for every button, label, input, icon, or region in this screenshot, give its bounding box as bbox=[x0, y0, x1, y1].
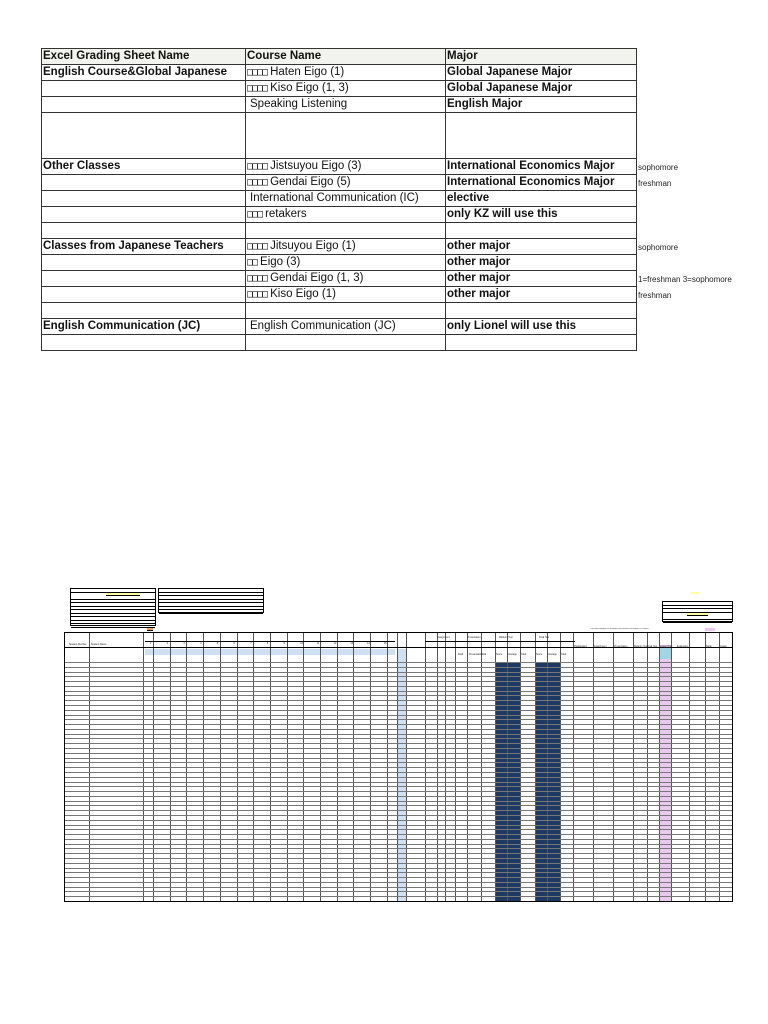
thumb-right-head: Rank bbox=[706, 645, 712, 648]
table-row bbox=[42, 159, 637, 175]
thumb-session-number: 12 bbox=[333, 642, 337, 645]
table-row bbox=[65, 896, 732, 897]
course-name-cell bbox=[246, 175, 446, 191]
thumb-student-number-head: Student Number bbox=[69, 643, 87, 646]
thumb-session-number: 1 bbox=[150, 642, 152, 645]
table-row bbox=[42, 223, 637, 239]
course-name: International Communication (IC) bbox=[250, 192, 419, 204]
sheet-name-cell: English Course&Global Japanese bbox=[42, 65, 246, 81]
table-row bbox=[65, 834, 732, 835]
course-mapping-table bbox=[41, 48, 637, 351]
thumb-subhead: Draft bbox=[458, 653, 464, 656]
table-row bbox=[65, 801, 732, 802]
header-course-name: Course Name bbox=[246, 49, 446, 65]
major-cell bbox=[446, 335, 637, 351]
table-row bbox=[42, 303, 637, 319]
thumb-header-line bbox=[65, 647, 732, 648]
side-note: 1=freshman 3=sophomore bbox=[638, 274, 732, 284]
course-name: Jitsuyou Eigo (1) bbox=[270, 240, 356, 252]
thumb-right-head: Assignment bbox=[594, 645, 607, 648]
course-name: Kiso Eigo (1) bbox=[270, 288, 336, 300]
table-row bbox=[65, 743, 732, 744]
course-prefix: □□□□ bbox=[247, 83, 268, 94]
sheet-name-cell bbox=[42, 255, 246, 271]
side-note: sophomore bbox=[638, 162, 679, 172]
thumb-session-number: 7 bbox=[250, 642, 252, 645]
table-row bbox=[65, 882, 732, 883]
course-prefix: □□□□ bbox=[247, 161, 268, 172]
table-row bbox=[65, 705, 732, 706]
thumb-subhead: Presentation bbox=[469, 653, 483, 656]
table-row bbox=[42, 319, 637, 335]
thumb-session-number: 8 bbox=[266, 642, 269, 645]
table-row bbox=[65, 825, 732, 826]
table-row bbox=[42, 65, 637, 81]
table-row bbox=[65, 815, 732, 816]
major-cell: other major bbox=[446, 287, 637, 303]
sheet-name-cell bbox=[42, 335, 246, 351]
table-row bbox=[65, 844, 732, 845]
thumb-session-number: 5 bbox=[216, 642, 219, 645]
major-cell: only Lionel will use this bbox=[446, 319, 637, 335]
thumb-session-number: 9 bbox=[283, 642, 285, 645]
course-name: Kiso Eigo (1, 3) bbox=[270, 82, 349, 94]
major-cell: International Economics Major bbox=[446, 159, 637, 175]
thumb-legend-box bbox=[158, 588, 264, 613]
table-row bbox=[65, 729, 732, 730]
course-name-cell bbox=[246, 113, 446, 159]
course-name-cell bbox=[246, 81, 446, 97]
header-sheet-name: Excel Grading Sheet Name bbox=[42, 49, 246, 65]
thumb-header-line bbox=[425, 641, 575, 642]
sheet-name-cell bbox=[42, 207, 246, 223]
table-row bbox=[42, 175, 637, 191]
table-row bbox=[65, 686, 732, 687]
table-row bbox=[65, 724, 732, 725]
table-row bbox=[65, 700, 732, 701]
side-note: freshman bbox=[638, 290, 672, 300]
table-row bbox=[65, 853, 732, 854]
major-cell bbox=[446, 223, 637, 239]
thumb-yellow-cell bbox=[691, 592, 699, 594]
thumb-subhead: Average bbox=[508, 653, 517, 656]
table-row bbox=[42, 271, 637, 287]
sheet-name-cell bbox=[42, 287, 246, 303]
table-row bbox=[42, 97, 637, 113]
sheet-name-cell bbox=[42, 303, 246, 319]
table-row bbox=[65, 748, 732, 749]
table-row bbox=[65, 758, 732, 759]
course-name-cell bbox=[246, 207, 446, 223]
table-row bbox=[65, 695, 732, 696]
thumb-session-number: 2 bbox=[166, 642, 169, 645]
sheet-name-cell: Classes from Japanese Teachers bbox=[42, 239, 246, 255]
thumb-right-head: Presentation bbox=[614, 645, 628, 648]
table-row bbox=[65, 877, 732, 878]
table-row bbox=[65, 901, 732, 902]
major-cell: other major bbox=[446, 271, 637, 287]
header-major: Major bbox=[446, 49, 637, 65]
course-name: Jistsuyou Eigo (3) bbox=[270, 160, 362, 172]
table-row bbox=[65, 858, 732, 859]
thumb-subhead: Score bbox=[536, 653, 543, 656]
table-row bbox=[65, 796, 732, 797]
course-prefix: □□□□ bbox=[247, 273, 268, 284]
table-row bbox=[65, 782, 732, 783]
table-row bbox=[65, 772, 732, 773]
course-name: Eigo (3) bbox=[260, 256, 301, 268]
thumb-right-head: Participation bbox=[574, 645, 588, 648]
major-cell: International Economics Major bbox=[446, 175, 637, 191]
thumb-summary-line: The total number of students (no-shows excluded) is 0 and 0 bbox=[590, 628, 649, 630]
table-row bbox=[65, 839, 732, 840]
course-name-cell bbox=[246, 303, 446, 319]
table-row bbox=[42, 255, 637, 271]
thumb-subhead: Score bbox=[496, 653, 503, 656]
thumb-right-head: Grade bbox=[720, 645, 727, 648]
sheet-name-cell bbox=[42, 175, 246, 191]
major-cell: Global Japanese Major bbox=[446, 81, 637, 97]
table-row bbox=[42, 335, 637, 351]
table-row bbox=[65, 820, 732, 821]
table-row bbox=[65, 672, 732, 673]
thumb-session-number: 3 bbox=[183, 642, 185, 645]
major-cell: elective bbox=[446, 191, 637, 207]
sheet-name-cell bbox=[42, 191, 246, 207]
course-name-cell bbox=[246, 239, 446, 255]
course-name-cell bbox=[246, 65, 446, 81]
table-row bbox=[65, 786, 732, 787]
thumb-right-head: Final Test bbox=[647, 645, 658, 648]
thumb-session-number: 15 bbox=[383, 642, 387, 645]
thumb-cyan-cell bbox=[659, 647, 671, 659]
table-row bbox=[42, 287, 637, 303]
course-name-cell bbox=[246, 159, 446, 175]
thumb-group-head: Final Test bbox=[539, 636, 550, 639]
course-name-cell bbox=[246, 319, 446, 335]
course-name-cell bbox=[246, 255, 446, 271]
thumb-session-number: 14 bbox=[367, 642, 370, 645]
table-row bbox=[65, 753, 732, 754]
table-row bbox=[65, 868, 732, 869]
table-row bbox=[65, 829, 732, 830]
major-cell: only KZ will use this bbox=[446, 207, 637, 223]
sheet-name-cell bbox=[42, 223, 246, 239]
table-row bbox=[65, 777, 732, 778]
table-row bbox=[65, 810, 732, 811]
table-row bbox=[65, 734, 732, 735]
table-row bbox=[65, 848, 732, 849]
thumb-student-name-head: Student Name bbox=[91, 643, 107, 646]
course-prefix: □□□□ bbox=[247, 67, 268, 78]
thumb-grade-grid bbox=[64, 632, 733, 902]
course-prefix: □□□□ bbox=[247, 289, 268, 300]
table-header-row bbox=[42, 49, 637, 65]
thumb-session-number: 6 bbox=[233, 642, 235, 645]
table-row bbox=[65, 887, 732, 888]
table-row bbox=[65, 662, 732, 663]
thumb-subhead: Total bbox=[561, 653, 567, 656]
table-row bbox=[65, 676, 732, 677]
major-cell: other major bbox=[446, 239, 637, 255]
thumb-session-number: 13 bbox=[350, 642, 354, 645]
table-row bbox=[65, 719, 732, 720]
course-name: Haten Eigo (1) bbox=[270, 66, 345, 78]
sheet-name-cell bbox=[42, 97, 246, 113]
table-row bbox=[65, 791, 732, 792]
course-name: English Communication (JC) bbox=[250, 320, 396, 332]
thumb-right-head: Evaluation bbox=[677, 645, 689, 648]
thumb-info-box bbox=[70, 588, 156, 626]
thumb-subhead: Total bbox=[521, 653, 527, 656]
side-note: freshman bbox=[638, 178, 672, 188]
major-cell: Global Japanese Major bbox=[446, 65, 637, 81]
major-cell: English Major bbox=[446, 97, 637, 113]
sheet-name-cell bbox=[42, 81, 246, 97]
thumb-group-head: Assignment bbox=[437, 636, 450, 639]
table-row bbox=[65, 767, 732, 768]
course-name-cell bbox=[246, 97, 446, 113]
major-cell: other major bbox=[446, 255, 637, 271]
course-prefix: □□□□ bbox=[247, 241, 268, 252]
course-name: retakers bbox=[265, 208, 307, 220]
table-row bbox=[42, 239, 637, 255]
sheet-name-cell: English Communication (JC) bbox=[42, 319, 246, 335]
course-name-cell bbox=[246, 191, 446, 207]
thumb-subhead: Average bbox=[548, 653, 557, 656]
sheet-name-cell bbox=[42, 271, 246, 287]
course-name-cell bbox=[246, 223, 446, 239]
table-row bbox=[65, 891, 732, 892]
course-name-cell bbox=[246, 335, 446, 351]
thumb-right-head: Grade Total bbox=[660, 645, 673, 648]
table-row bbox=[42, 191, 637, 207]
course-name-cell bbox=[246, 271, 446, 287]
table-row bbox=[65, 805, 732, 806]
table-row bbox=[65, 738, 732, 739]
sheet-name-cell: Other Classes bbox=[42, 159, 246, 175]
thumb-subhead: Total bbox=[481, 653, 487, 656]
table-row bbox=[65, 710, 732, 711]
course-prefix: □□□ bbox=[247, 209, 263, 220]
thumb-session-number: 4 bbox=[200, 642, 202, 645]
table-row bbox=[65, 715, 732, 716]
major-cell bbox=[446, 303, 637, 319]
table-row bbox=[65, 863, 732, 864]
course-name-cell bbox=[246, 287, 446, 303]
sheet-name-cell bbox=[42, 113, 246, 159]
table-row bbox=[65, 691, 732, 692]
course-name: Gendai Eigo (5) bbox=[270, 176, 351, 188]
course-mapping-body bbox=[42, 49, 637, 351]
table-row bbox=[65, 872, 732, 873]
table-row bbox=[65, 667, 732, 668]
table-row bbox=[42, 207, 637, 223]
side-note: sophomore bbox=[638, 242, 679, 252]
thumb-rank-box bbox=[662, 601, 733, 622]
thumb-session-number: 10 bbox=[300, 642, 303, 645]
major-cell bbox=[446, 113, 637, 159]
course-name: Speaking Listening bbox=[250, 98, 348, 110]
thumb-group-head: Midterm Test bbox=[499, 636, 513, 639]
course-name: Gendai Eigo (1, 3) bbox=[270, 272, 364, 284]
table-row bbox=[42, 81, 637, 97]
thumb-session-number: 11 bbox=[317, 642, 320, 645]
thumb-right-head: Midterm Test bbox=[634, 645, 648, 648]
table-row bbox=[65, 762, 732, 763]
table-row bbox=[42, 113, 637, 159]
course-prefix: □□ bbox=[247, 257, 258, 268]
table-row bbox=[65, 681, 732, 682]
thumb-group-head: Presentation bbox=[467, 636, 481, 639]
thumb-pink-cell bbox=[705, 628, 715, 631]
course-prefix: □□□□ bbox=[247, 177, 268, 188]
